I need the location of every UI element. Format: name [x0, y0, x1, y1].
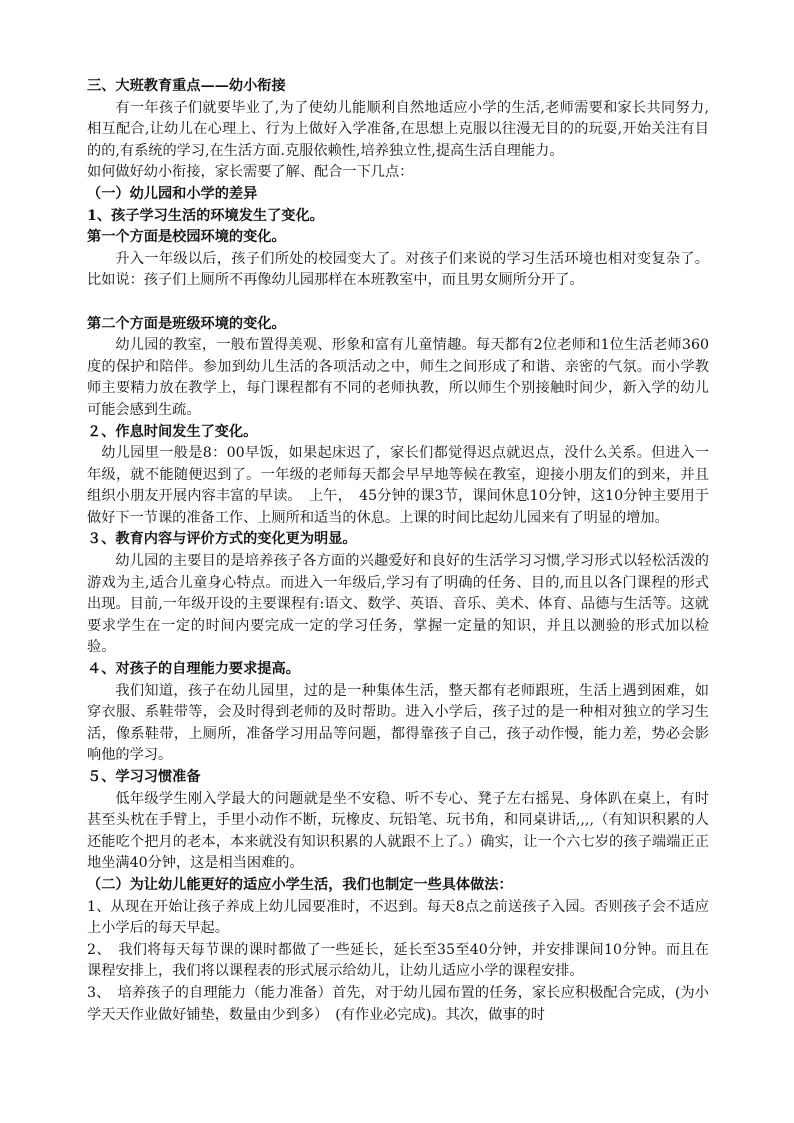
habits-paragraph: 低年级学生刚入学最大的问题就是坐不安稳、听不专心、凳子左右摇晃、身体趴在桌上，有时甚至头枕在手臂上，手里小动作不断，玩橡皮、玩铅笔、玩书角，和同桌讲话,,,,（有知识积累的人还能吃个把月的老本，本来就没有知识积累的人就跟不上了。）确实，让一个六七岁的孩子端端正正地坐满40分钟，这是相当困难的。: [87, 790, 709, 872]
doc-title: 三、大班教育重点——幼小衔接: [87, 78, 286, 94]
measure-1-paragraph: 1、从现在开始让孩子养成上幼儿园要准时，不迟到。每天8点之前送孩子入园。否则孩子会不适应上小学后的每天早起。: [87, 898, 709, 937]
campus-env-paragraph: 升入一年级以后，孩子们所处的校园变大了。对孩子们来说的学习生活环境也相对变复杂了。比如说：孩子们上厕所不再像幼儿园那样在本班教室中，而且男女厕所分开了。: [87, 250, 709, 289]
class-env-heading: 第二个方面是班级环境的变化。: [87, 315, 286, 332]
intro-paragraph: 有一年孩子们就要毕业了,为了使幼儿能顺利自然地适应小学的生活,老师需要和家长共同努力,相互配合,让幼儿在心理上、行为上做好入学准备,在思想上克服以往漫无目的的玩耍,开始关注有目的的,有系统的学习,在生活方面.克服依赖性,培养独立性,提高生活自理能力。: [87, 99, 709, 159]
measure-2-paragraph: 2、 我们将每天每节课的课时都做了一些延长，延长至35至40分钟，并安排课间10分钟。而且在课程安排上，我们将以课程表的形式展示给幼儿，让幼儿适应小学的课程安排。: [87, 941, 709, 980]
subsection-2-heading: ２、作息时间发生了变化。: [87, 423, 258, 440]
class-env-paragraph: 幼儿园的教室，一般布置得美观、形象和富有儿童情趣。每天都有2位老师和1位生活老师360度的保护和陪伴。参加到幼儿生活的各项活动之中，师生之间形成了和谐、亲密的气氛。而小学教师主要精力放在教学上，每门课程都有不同的老师执教，所以师生个别接触时间少，新入学的幼儿可能会感到生疏。: [87, 337, 709, 418]
self-care-paragraph: 我们知道，孩子在幼儿园里，过的是一种集体生活，整天都有老师跟班，生活上遇到困难，如穿衣服、系鞋带等，会及时得到老师的及时帮助。进入小学后，孩子过的是一种相对独立的学习生活，像系鞋带，上厕所，准备学习用品等问题，都得靠孩子自己，孩子动作慢，能力差，势必会影响他的学习。: [87, 682, 709, 764]
subsection-4-heading: ４、对孩子的自理能力要求提高。: [87, 661, 300, 678]
subsection-1-heading: 1、孩子学习生活的环境发生了变化。: [87, 207, 324, 224]
lead-paragraph: 如何做好幼小衔接，家长需要了解、配合一下几点：: [87, 164, 414, 181]
subsection-5-heading: ５、学习习惯准备: [87, 769, 201, 785]
document-page: [87, 76, 709, 1026]
section-2-heading: （二）为让幼儿能更好的适应小学生活，我们也制定一些具体做法：: [87, 876, 513, 893]
section-1-heading: （一）幼儿园和小学的差异: [87, 185, 258, 202]
subsection-3-heading: ３、教育内容与评价方式的变化更为明显。: [87, 531, 357, 548]
blank-line: [87, 292, 709, 314]
measure-3-paragraph: 3、 培养孩子的自理能力（能力准备）首先，对于幼儿园布置的任务，家长应积极配合完成，(为小学天天作业做好铺垫，数量由少到多） (有作业必完成)。其次，做事的时: [87, 984, 709, 1023]
campus-env-heading: 第一个方面是校园环境的变化。: [87, 229, 286, 246]
education-content-paragraph: 幼儿园的主要目的是培养孩子各方面的兴趣爱好和良好的生活学习习惯,学习形式以轻松活泼的游戏为主,适合儿童身心特点。而进入一年级后,学习有了明确的任务、目的,而且以各门课程的形式出现。目前,一年级开设的主要课程有:语文、数学、英语、音乐、美术、体育、品德与生活等。这就要求学生在一定的时间内要完成一定的学习任务，掌握一定量的知识，并且以测验的形式加以检验。: [87, 553, 709, 656]
schedule-paragraph: 幼儿园里一般是8：00早饭，如果起床迟了，家长们都觉得迟点就迟点，没什么关系。但进入一年级，就不能随便迟到了。一年级的老师每天都会早早地等候在教室，迎接小朋友们的到来，并且组织小朋友开展内容丰富的早读。 上午， 45分钟的课3节，课间休息10分钟，这10分钟主要用于做好下一节课的准备工作、上厕所和适当的休息。上课的时间比起幼儿园来有了明显的增加。: [87, 445, 709, 526]
